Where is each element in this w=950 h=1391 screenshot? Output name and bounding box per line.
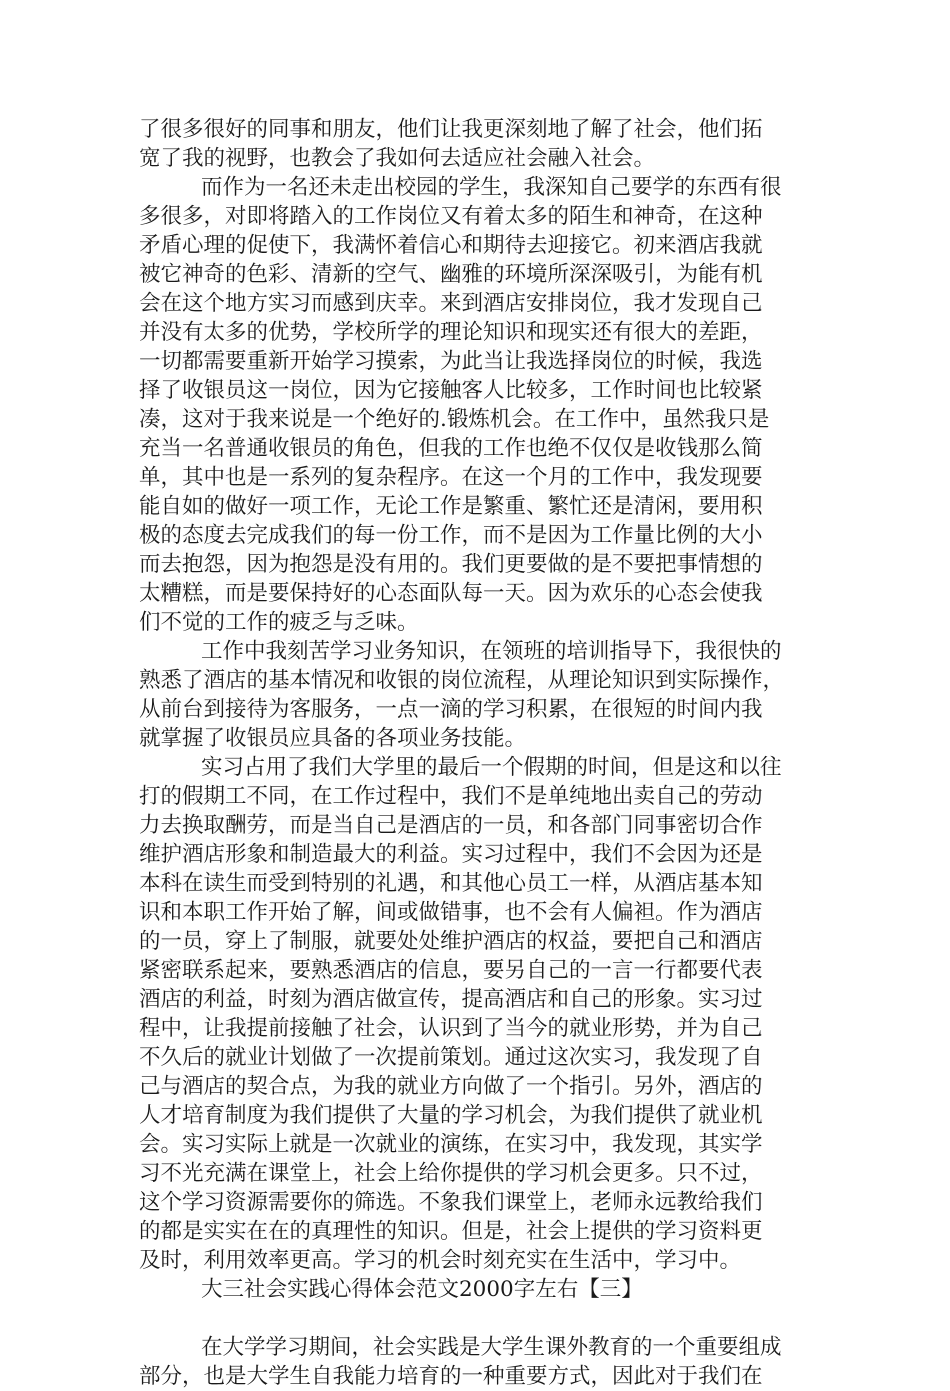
paragraph-start-line: 实习占用了我们大学里的最后一个假期的时间，但是这和以往	[201, 755, 782, 780]
text-line: 充当一名普通收银员的角色，但我的工作也绝不仅仅是收钱那么简	[139, 436, 763, 461]
blank-line	[139, 1304, 829, 1333]
text-line: 太糟糕，而是要保持好的心态面队每一天。因为欢乐的心态会使我	[139, 581, 763, 606]
text-line: 并没有太多的优势，学校所学的理论知识和现实还有很大的差距，	[139, 320, 763, 345]
text-line: 习不光充满在课堂上，社会上给你提供的学习机会更多。只不过，	[139, 1161, 763, 1186]
text-line: 这个学习资源需要你的筛选。不象我们课堂上，老师永远教给我们	[139, 1190, 763, 1215]
text-line: 凑，这对于我来说是一个绝好的.锻炼机会。在工作中，虽然我只是	[139, 407, 770, 432]
text-line: 了很多很好的同事和朋友，他们让我更深刻地了解了社会，他们拓	[139, 117, 763, 142]
text-line: 择了收银员这一岗位，因为它接触客人比较多，工作时间也比较紧	[139, 378, 763, 403]
text-line: 极的态度去完成我们的每一份工作，而不是因为工作量比例的大小	[139, 523, 763, 548]
text-line: 矛盾心理的促使下，我满怀着信心和期待去迎接它。初来酒店我就	[139, 233, 763, 258]
text-line: 能自如的做好一项工作，无论工作是繁重、繁忙还是清闲，要用积	[139, 494, 763, 519]
text-line: 的一员，穿上了制服，就要处处维护酒店的权益，要把自己和酒店	[139, 929, 763, 954]
text-line: 维护酒店形象和制造最大的利益。实习过程中，我们不会因为还是	[139, 842, 763, 867]
text-line: 识和本职工作开始了解，间或做错事，也不会有人偏袒。作为酒店	[139, 900, 763, 925]
text-line: 熟悉了酒店的基本情况和收银的岗位流程，从理论知识到实际操作，	[139, 668, 785, 693]
text-line: 酒店的利益，时刻为酒店做宣传，提高酒店和自己的形象。实习过	[139, 987, 763, 1012]
text-line: 力去换取酬劳，而是当自己是酒店的一员，和各部门同事密切合作	[139, 813, 763, 838]
text-line: 们不觉的工作的疲乏与乏味。	[139, 610, 419, 635]
paragraph-start-line: 在大学学习期间，社会实践是大学生课外教育的一个重要组成	[201, 1335, 782, 1360]
text-line: 会在这个地方实习而感到庆幸。来到酒店安排岗位，我才发现自己	[139, 291, 763, 316]
section-heading: 大三社会实践心得体会范文2000字左右【三】	[201, 1277, 643, 1302]
paragraph-start-line: 工作中我刻苦学习业务知识，在领班的培训指导下，我很快的	[201, 639, 782, 664]
text-line: 程中，让我提前接触了社会，认识到了当今的就业形势，并为自己	[139, 1016, 763, 1041]
text-line: 单，其中也是一系列的复杂程序。在这一个月的工作中，我发现要	[139, 465, 763, 490]
text-line: 宽了我的视野，也教会了我如何去适应社会融入社会。	[139, 146, 656, 171]
text-line: 会。实习实际上就是一次就业的演练，在实习中，我发现，其实学	[139, 1132, 763, 1157]
text-line: 部分，也是大学生自我能力培育的一种重要方式，因此对于我们在	[139, 1364, 763, 1389]
text-line: 不久后的就业计划做了一次提前策划。通过这次实习，我发现了自	[139, 1045, 763, 1070]
document-body	[139, 115, 829, 1391]
text-line: 而去抱怨，因为抱怨是没有用的。我们更要做的是不要把事情想的	[139, 552, 763, 577]
text-line: 被它神奇的色彩、清新的空气、幽雅的环境所深深吸引，为能有机	[139, 262, 763, 287]
text-line: 就掌握了收银员应具备的各项业务技能。	[139, 726, 527, 751]
text-line: 本科在读生而受到特别的礼遇，和其他心员工一样，从酒店基本知	[139, 871, 763, 896]
text-line: 人才培育制度为我们提供了大量的学习机会，为我们提供了就业机	[139, 1103, 763, 1128]
text-line: 从前台到接待为客服务，一点一滴的学习积累，在很短的时间内我	[139, 697, 763, 722]
text-line: 紧密联系起来，要熟悉酒店的信息，要另自己的一言一行都要代表	[139, 958, 763, 983]
text-line: 及时，利用效率更高。学习的机会时刻充实在生活中，学习中。	[139, 1248, 742, 1273]
text-line: 己与酒店的契合点，为我的就业方向做了一个指引。另外，酒店的	[139, 1074, 763, 1099]
text-line: 多很多，对即将踏入的工作岗位又有着太多的陌生和神奇，在这种	[139, 204, 763, 229]
text-line: 的都是实实在在的真理性的知识。但是，社会上提供的学习资料更	[139, 1219, 763, 1244]
text-line: 一切都需要重新开始学习摸索，为此当让我选择岗位的时候，我选	[139, 349, 763, 374]
paragraph-start-line: 而作为一名还未走出校园的学生，我深知自己要学的东西有很	[201, 175, 782, 200]
text-line: 打的假期工不同，在工作过程中，我们不是单纯地出卖自己的劳动	[139, 784, 763, 809]
